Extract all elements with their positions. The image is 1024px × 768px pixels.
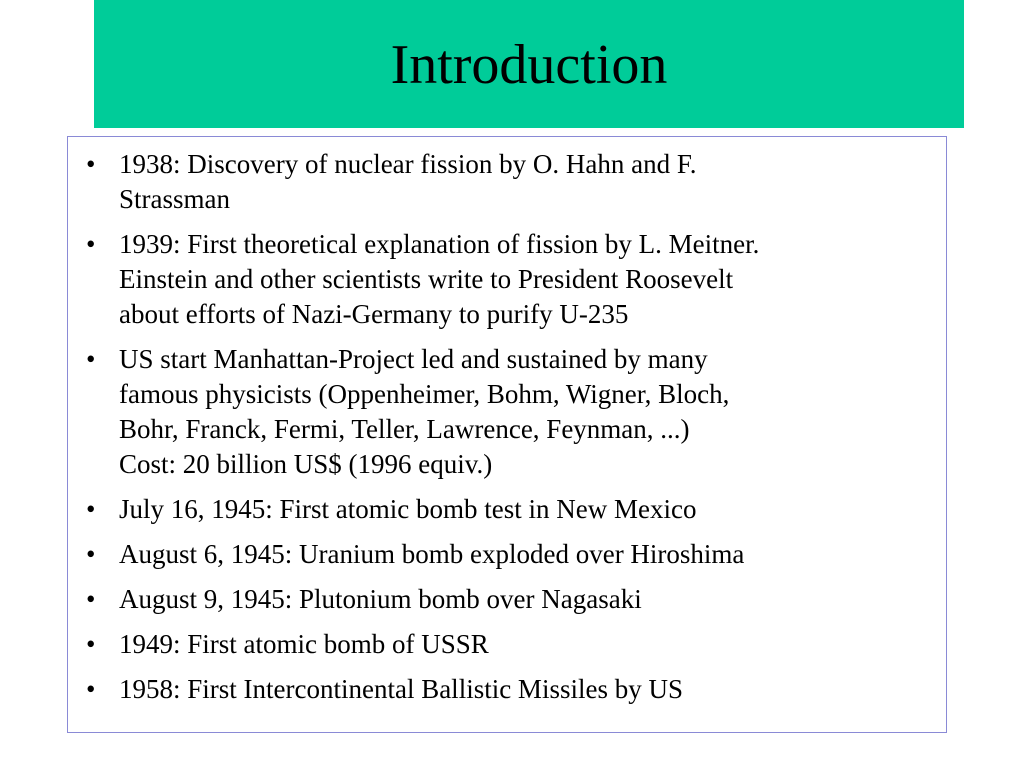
bullet-text-line: 1949: First atomic bomb of USSR [119, 629, 489, 659]
bullet-text-line: August 9, 1945: Plutonium bomb over Nagasaki [119, 584, 642, 614]
bullet-list [86, 147, 946, 717]
bullet-text-line: August 6, 1945: Uranium bomb exploded over Hiroshima [119, 539, 745, 569]
bullet-text-line: Cost: 20 billion US$ (1996 equiv.) [119, 449, 493, 479]
bullet-icon: • [86, 629, 96, 659]
bullet-icon: • [86, 149, 96, 179]
bullet-text-line: US start Manhattan-Project led and sustained by many [119, 344, 708, 374]
content-box [67, 136, 947, 733]
bullet-text-line: 1938: Discovery of nuclear fission by O. Hahn and F. [119, 149, 697, 179]
bullet-item [86, 147, 946, 217]
bullet-icon: • [86, 229, 96, 259]
bullet-icon: • [86, 584, 96, 614]
bullet-icon: • [86, 539, 96, 569]
bullet-item [86, 672, 946, 707]
bullet-text-line: famous physicists (Oppenheimer, Bohm, Wigner, Bloch, [119, 379, 730, 409]
bullet-text-line: 1958: First Intercontinental Ballistic Missiles by US [119, 674, 683, 704]
bullet-text-line: July 16, 1945: First atomic bomb test in New Mexico [119, 494, 697, 524]
bullet-text-line: Einstein and other scientists write to President Roosevelt [119, 264, 734, 294]
bullet-text-line: about efforts of Nazi-Germany to purify U-235 [119, 299, 629, 329]
bullet-text-line: Bohr, Franck, Fermi, Teller, Lawrence, Feynman, ...) [119, 414, 690, 444]
bullet-item [86, 342, 946, 482]
bullet-text-line: 1939: First theoretical explanation of fission by L. Meitner. [119, 229, 760, 259]
bullet-item [86, 227, 946, 332]
bullet-item [86, 492, 946, 527]
slide-title: Introduction [390, 34, 668, 96]
bullet-item [86, 537, 946, 572]
bullet-icon: • [86, 344, 96, 374]
bullet-item [86, 627, 946, 662]
title-band [94, 0, 964, 128]
bullet-item [86, 582, 946, 617]
bullet-icon: • [86, 494, 96, 524]
bullet-icon: • [86, 674, 96, 704]
bullet-text-line: Strassman [119, 184, 230, 214]
